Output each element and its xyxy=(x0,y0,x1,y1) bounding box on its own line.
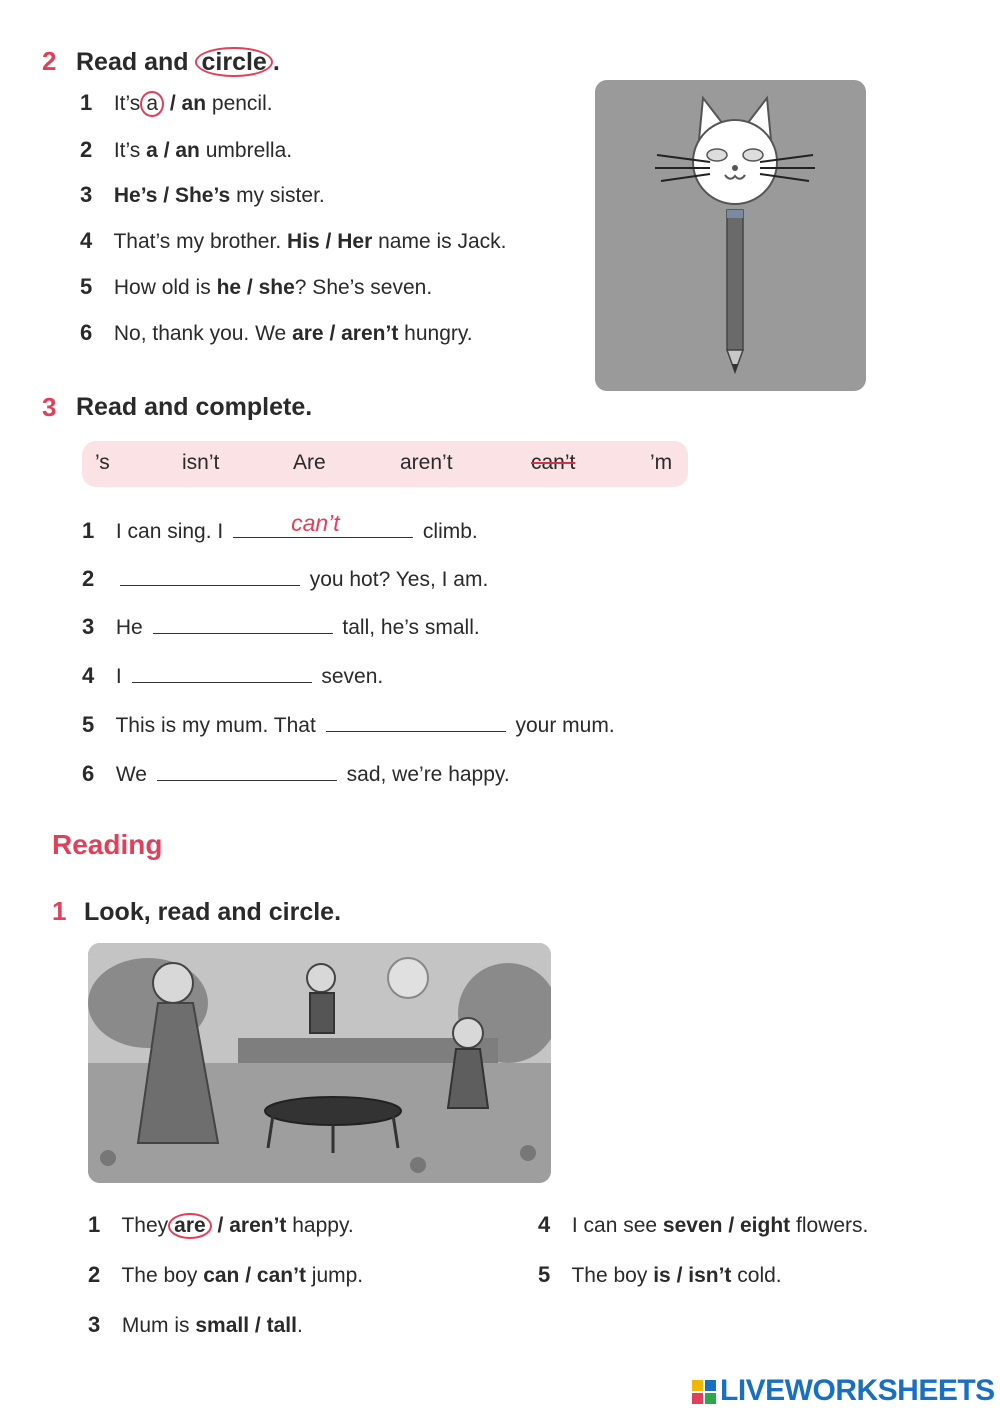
exercise-3-number: 3 xyxy=(42,392,57,422)
item-number: 2 xyxy=(82,566,95,591)
answer-blank[interactable] xyxy=(120,567,300,586)
item-text: name is Jack. xyxy=(378,230,507,253)
option-b[interactable]: she xyxy=(258,276,295,299)
item-text: It’s xyxy=(113,139,141,162)
option-a[interactable]: can xyxy=(203,1264,240,1287)
ex2-item-4 xyxy=(80,228,506,254)
reading-section-title: Reading xyxy=(52,829,163,860)
option-a[interactable]: he xyxy=(216,276,242,299)
item-text: cold. xyxy=(737,1264,782,1287)
item-text: He xyxy=(115,616,143,639)
item-text: you hot? Yes, I am. xyxy=(309,568,489,591)
word-bank-item: aren’t xyxy=(400,451,453,474)
answer-blank[interactable] xyxy=(157,762,337,781)
separator: / xyxy=(254,1314,261,1337)
ex3-item-1 xyxy=(82,510,478,544)
ex3-item-5 xyxy=(82,712,615,738)
item-text: I can see xyxy=(571,1214,658,1237)
item-number: 1 xyxy=(82,518,95,543)
item-text: I xyxy=(115,665,122,688)
option-b[interactable]: She’s xyxy=(174,184,231,207)
answer-blank[interactable] xyxy=(326,713,506,732)
word-bank xyxy=(82,441,688,487)
item-text: happy. xyxy=(292,1214,354,1237)
item-text: pencil. xyxy=(211,92,273,115)
item-text: jump. xyxy=(311,1264,364,1287)
separator: / xyxy=(246,276,253,299)
reading-item-5 xyxy=(538,1262,782,1288)
word-bank-item-used: can’t xyxy=(531,451,576,474)
word-bank-item: ’m xyxy=(650,451,673,474)
item-number: 2 xyxy=(88,1262,101,1287)
option-b[interactable]: eight xyxy=(740,1214,791,1237)
item-text: No, thank you. We xyxy=(113,322,287,345)
item-text: ? She’s seven. xyxy=(294,276,433,299)
item-text: your mum. xyxy=(515,714,615,737)
word-bank-item: Are xyxy=(293,451,326,474)
item-number: 1 xyxy=(80,90,93,115)
separator: / xyxy=(163,184,170,207)
cat-pencil-icon xyxy=(595,80,866,391)
separator: / xyxy=(325,230,332,253)
answer-blank[interactable] xyxy=(233,510,413,538)
item-number: 5 xyxy=(82,712,95,737)
ex2-item-1 xyxy=(80,90,273,117)
item-text: . xyxy=(296,1314,303,1337)
circled-word: circle xyxy=(195,47,272,77)
title-period: . xyxy=(272,48,280,76)
separator: / xyxy=(169,92,176,115)
option-a[interactable]: His xyxy=(287,230,320,253)
reading-exercise-number: 1 xyxy=(52,896,67,926)
reading-item-4 xyxy=(538,1212,868,1238)
ex3-item-2 xyxy=(82,566,488,592)
item-text: The boy xyxy=(571,1264,648,1287)
item-text: The boy xyxy=(121,1264,198,1287)
park-scene-illustration xyxy=(88,943,551,1183)
exercise-2-title xyxy=(76,47,280,77)
separator: / xyxy=(676,1264,683,1287)
option-b[interactable]: aren’t xyxy=(229,1214,287,1237)
item-number: 3 xyxy=(88,1312,101,1337)
item-text: We xyxy=(115,763,147,786)
separator: / xyxy=(245,1264,252,1287)
item-text: hungry. xyxy=(404,322,473,345)
reading-instruction: Look, read and circle. xyxy=(84,898,342,926)
option-a[interactable]: seven xyxy=(662,1214,723,1237)
ex2-item-6 xyxy=(80,320,473,346)
exercise-2-number: 2 xyxy=(42,46,57,76)
separator: / xyxy=(728,1214,735,1237)
reading-item-3 xyxy=(88,1312,303,1338)
item-text: This is my mum. That xyxy=(115,714,316,737)
ex3-item-6 xyxy=(82,761,510,787)
option-a[interactable]: He’s xyxy=(113,184,158,207)
option-b[interactable]: tall xyxy=(266,1314,297,1337)
option-a-selected[interactable]: a xyxy=(140,91,164,117)
park-scene-icon xyxy=(88,943,551,1183)
item-text: sad, we’re happy. xyxy=(346,763,510,786)
option-a[interactable]: are xyxy=(292,322,324,345)
item-number: 1 xyxy=(88,1212,101,1237)
separator: / xyxy=(163,139,170,162)
item-number: 4 xyxy=(80,228,93,253)
ex2-item-3 xyxy=(80,182,325,208)
answer-blank[interactable] xyxy=(132,664,312,683)
separator: / xyxy=(329,322,336,345)
option-a[interactable]: a xyxy=(146,139,158,162)
word-bank-item: isn’t xyxy=(182,451,220,474)
title-text: Read and xyxy=(76,48,196,76)
option-a-selected[interactable]: are xyxy=(168,1213,212,1239)
option-b[interactable]: Her xyxy=(337,230,373,253)
item-text: That’s my brother. xyxy=(113,230,282,253)
liveworksheets-logo[interactable]: LIVEWORKSHEETS xyxy=(720,1374,995,1407)
item-text: climb. xyxy=(422,520,478,543)
ex2-item-5 xyxy=(80,274,432,300)
option-b[interactable]: isn’t xyxy=(688,1264,732,1287)
ex3-item-3 xyxy=(82,614,480,640)
item-text: They xyxy=(121,1214,169,1237)
item-number: 5 xyxy=(80,274,93,299)
word-bank-item: ’s xyxy=(95,451,110,474)
item-text: seven. xyxy=(321,665,384,688)
ex3-item-4 xyxy=(82,663,383,689)
item-number: 5 xyxy=(538,1262,551,1287)
ex2-item-2 xyxy=(80,137,292,163)
item-text: It’s xyxy=(113,92,141,115)
item-number: 3 xyxy=(82,614,95,639)
option-b[interactable]: can’t xyxy=(256,1264,306,1287)
item-text: Mum is xyxy=(121,1314,190,1337)
item-number: 3 xyxy=(80,182,93,207)
item-text: umbrella. xyxy=(205,139,293,162)
item-text: flowers. xyxy=(796,1214,869,1237)
reading-item-2 xyxy=(88,1262,363,1288)
item-number: 4 xyxy=(538,1212,551,1237)
option-b[interactable]: an xyxy=(181,92,207,115)
item-text: my sister. xyxy=(236,184,325,207)
item-number: 6 xyxy=(80,320,93,345)
separator: / xyxy=(217,1214,224,1237)
item-text: How old is xyxy=(113,276,211,299)
answer-blank[interactable] xyxy=(153,615,333,634)
example-answer: can’t xyxy=(291,510,340,536)
liveworksheets-logo-icon xyxy=(692,1380,716,1404)
option-b[interactable]: an xyxy=(175,139,200,162)
item-text: I can sing. I xyxy=(115,520,224,543)
item-number: 4 xyxy=(82,663,95,688)
option-b[interactable]: aren’t xyxy=(341,322,399,345)
option-a[interactable]: small xyxy=(195,1314,250,1337)
option-a[interactable]: is xyxy=(653,1264,671,1287)
item-number: 6 xyxy=(82,761,95,786)
reading-item-1 xyxy=(88,1212,354,1239)
item-number: 2 xyxy=(80,137,93,162)
cat-pencil-illustration xyxy=(595,80,866,391)
exercise-3-title: Read and complete. xyxy=(76,393,313,421)
item-text: tall, he’s small. xyxy=(342,616,480,639)
